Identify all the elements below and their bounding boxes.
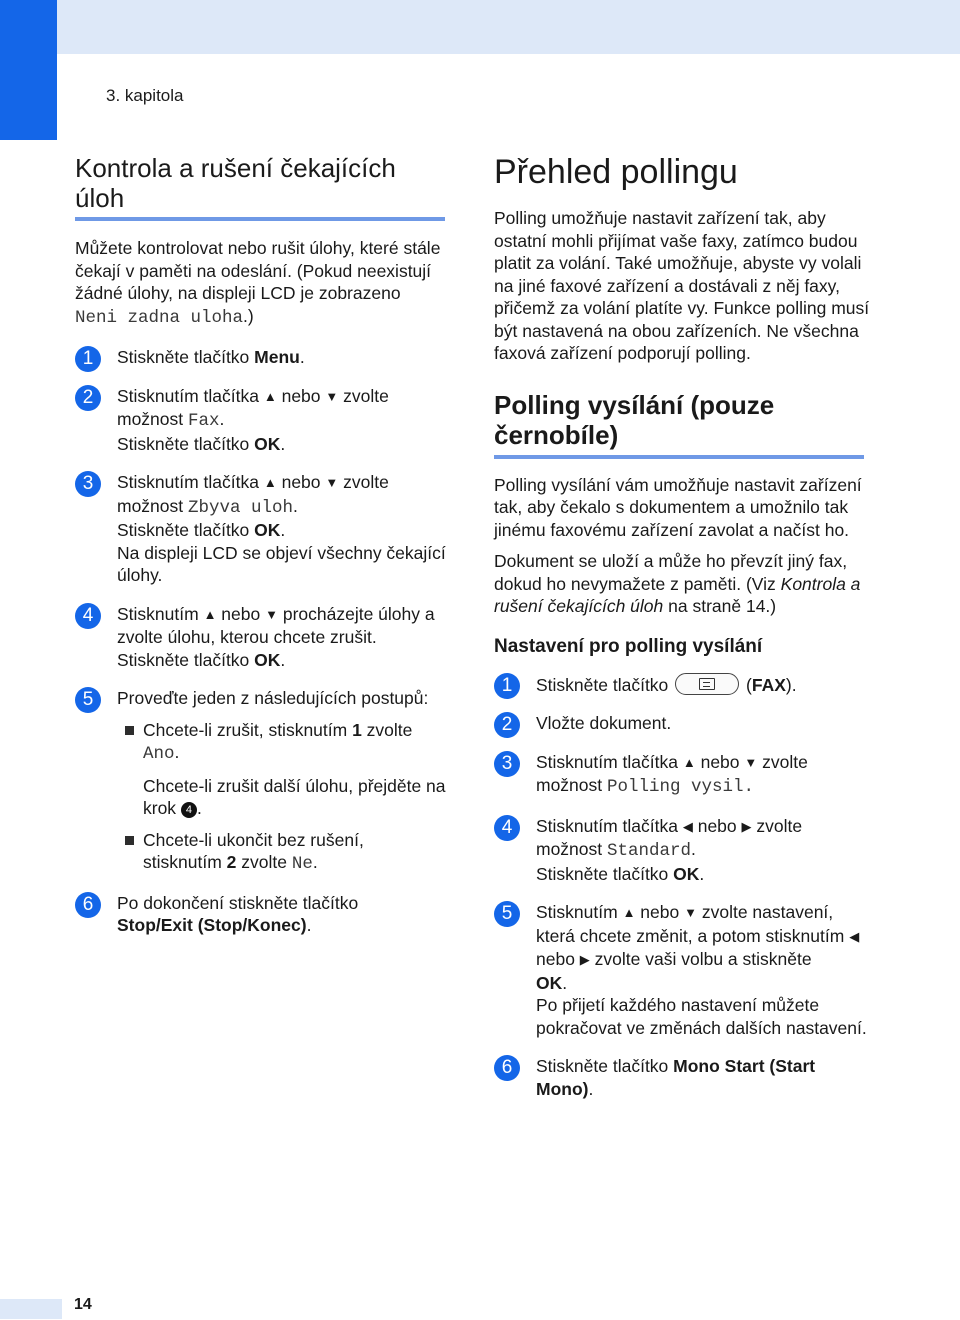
fax-key-label: FAX: [751, 674, 786, 695]
step-1: [75, 346, 447, 369]
header-band: [0, 0, 960, 54]
lcd-option: Fax: [188, 411, 220, 431]
step-number: 3: [75, 471, 101, 497]
left-column: [75, 153, 447, 937]
polling-step-6: [494, 1055, 872, 1100]
step-text: zvolte možnost: [536, 751, 808, 795]
step-text-end: .: [299, 347, 305, 367]
fax-glyph-icon: [699, 678, 715, 690]
step-text: Stiskněte tlačítko: [117, 649, 255, 670]
polling-intro: Polling umožňuje nastavit zařízení tak, aby ostatní mohli přijímat vaše faxy, zatímco budou platit za volání. Také umožňuje, abyste vy volali na jiné faxové zařízení a dostávali z něj faxy, přičemž za volání platíte vy. Funkce polling musí být nastavená na obou zařízeních. Ne všechna faxová zařízení podporují polling.: [494, 208, 870, 363]
step-text-end: ).: [785, 674, 797, 695]
step-number: 6: [75, 892, 101, 918]
step-text: zvolte nastavení, která chcete změnit, a potom stisknutím: [536, 902, 850, 946]
step-text: nebo: [695, 751, 745, 772]
key-1: 1: [352, 719, 362, 740]
step-text: Na displeji LCD se objeví všechny čekající úlohy.: [117, 542, 446, 585]
ok-key: OK: [254, 520, 281, 540]
right-column: [494, 152, 872, 1100]
step-text: zvolte vaši volbu a stiskněte: [589, 949, 812, 969]
bullet-text-end: .: [312, 852, 318, 872]
step-text: nebo: [216, 603, 266, 624]
step-text: zvolte možnost: [117, 472, 389, 516]
section-heading-cancel-jobs: Kontrola a rušení čekajících úloh: [75, 153, 396, 213]
step-5: [75, 687, 447, 876]
heading-rule: [75, 217, 445, 221]
step-text: Stiskněte tlačítko: [536, 1056, 674, 1076]
step-number: 2: [75, 385, 101, 411]
key-2: 2: [226, 852, 237, 872]
footer-band: [0, 1299, 62, 1319]
subsection-heading: Nastavení pro polling vysílání: [494, 635, 763, 657]
page-title: Přehled pollingu: [494, 153, 738, 191]
step-number: 4: [494, 815, 520, 841]
step-text: nebo: [692, 815, 742, 836]
step-text: Stisknutím: [536, 902, 623, 922]
polling-step-4: [494, 815, 872, 886]
bullet-icon: [125, 726, 134, 735]
menu-key: Menu: [254, 347, 300, 367]
down-arrow-icon: ▼: [744, 754, 758, 770]
step-text-end: .: [691, 839, 696, 859]
step-text-end: .: [743, 777, 755, 797]
step-number: 2: [494, 712, 520, 738]
step-6: [75, 892, 447, 937]
step-text: nebo: [276, 385, 326, 406]
step-text: Stisknutím tlačítka: [536, 751, 683, 772]
step-text: Stiskněte tlačítko: [117, 520, 255, 540]
bullet-text: Chcete-li zrušit další úlohu, přejděte na krok: [143, 775, 446, 818]
step-reference: 4: [181, 802, 197, 818]
fax-key-icon: [675, 673, 739, 695]
step-number: 1: [494, 673, 520, 699]
ok-key: OK: [254, 433, 281, 454]
step-2: [75, 385, 447, 456]
bullet-text: zvolte: [361, 719, 413, 740]
step-text: Stisknutím tlačítka: [117, 385, 264, 406]
step-text: Stiskněte tlačítko: [117, 347, 255, 367]
bullet-subtext: [143, 775, 447, 820]
up-arrow-icon: ▲: [263, 475, 277, 490]
chapter-tab: [0, 0, 57, 140]
polling-step-2: [494, 712, 872, 735]
down-arrow-icon: ▼: [265, 606, 278, 622]
down-arrow-icon: ▼: [684, 905, 697, 920]
step-number: 5: [494, 901, 520, 927]
step-number: 6: [494, 1055, 520, 1081]
step-text: Po přijetí každého nastavení můžete pokračovat ve změnách dalších nastavení.: [536, 995, 867, 1038]
section-heading-polling: Polling vysílání (pouze černobíle): [494, 389, 775, 450]
lcd-option: Ne: [291, 854, 313, 874]
bullet-text: zvolte: [236, 852, 292, 872]
note-text: Dokument se uloží a může ho převzít jiný fax, dokud ho nevymažete z paměti. (Viz: [494, 551, 848, 594]
ok-key: OK: [254, 649, 281, 670]
bullet-text-end: .: [196, 798, 202, 818]
step-text-end: .: [293, 495, 298, 516]
ok-key: OK: [673, 863, 700, 884]
step-4: [75, 603, 447, 672]
polling-note: [494, 550, 872, 618]
note-text: na straně 14.): [663, 596, 777, 616]
step-text: Stisknutím tlačítka: [117, 472, 264, 492]
polling-step-5: [494, 901, 872, 1039]
step-text-end: .: [219, 409, 225, 429]
step-text: Vložte dokument.: [536, 713, 672, 733]
step-3: [75, 471, 447, 587]
step-text: Stisknutím: [117, 603, 204, 624]
step-text: Stiskněte tlačítko: [536, 674, 674, 695]
option-cancel: [117, 719, 447, 820]
step-text: nebo: [635, 902, 685, 922]
lcd-option: Standard: [607, 841, 692, 861]
bullet-text: Chcete-li zrušit, stisknutím: [143, 719, 353, 740]
intro-text: Můžete kontrolovat nebo rušit úlohy, které stále čekají v paměti na odeslání. (Pokud neexistují žádné úlohy, na displeji LCD je zobrazeno: [75, 238, 441, 303]
option-exit: [117, 829, 447, 876]
chapter-label: 3. kapitola: [106, 86, 184, 105]
step-number: 4: [75, 603, 101, 629]
polling-description: Polling vysílání vám umožňuje nastavit zařízení tak, aby čekalo s dokumentem a umožnilo tak jinému faxovému zařízení zavolat a načíst ho.: [494, 474, 862, 540]
step-number: 1: [75, 346, 101, 372]
intro-paragraph: [75, 237, 447, 329]
page-number: 14: [74, 1296, 92, 1313]
up-arrow-icon: ▲: [203, 606, 217, 622]
step-text-end: .: [280, 520, 286, 540]
step-text: Stisknutím tlačítka: [536, 815, 683, 836]
down-arrow-icon: ▼: [325, 388, 339, 404]
right-arrow-icon: ▶: [741, 818, 752, 834]
step-text: (: [741, 674, 752, 695]
intro-end: .): [243, 305, 254, 326]
down-arrow-icon: ▼: [325, 475, 339, 490]
step-text: zvolte možnost: [117, 385, 389, 429]
step-text-end: .: [699, 863, 705, 884]
lcd-option: Ano: [143, 744, 175, 764]
up-arrow-icon: ▲: [622, 905, 636, 920]
step-text: nebo: [276, 472, 326, 492]
lcd-message: Neni zadna uloha: [75, 307, 244, 328]
step-text: Po dokončení stiskněte tlačítko: [117, 892, 359, 913]
right-arrow-icon: ▶: [579, 952, 590, 967]
bullet-text: Chcete-li ukončit bez rušení, stisknutím: [143, 829, 364, 872]
polling-step-1: [494, 673, 872, 697]
step-text-end: .: [562, 972, 568, 993]
step-text: nebo: [536, 949, 580, 969]
polling-step-3: [494, 751, 872, 799]
heading-rule: [494, 455, 864, 459]
left-arrow-icon: ◀: [682, 818, 693, 834]
mono-start-key: Mono Start (Start Mono): [536, 1056, 816, 1099]
stop-exit-key: Stop/Exit (Stop/Konec): [117, 915, 307, 935]
step-text: procházejte úlohy a zvolte úlohu, kterou chcete zrušit.: [117, 603, 435, 647]
step-text-end: .: [588, 1078, 594, 1099]
bullet-text-end: .: [174, 742, 180, 762]
step-text: Proveďte jeden z následujících postupů:: [117, 688, 429, 708]
step-text-end: .: [306, 915, 312, 935]
ok-key: OK: [536, 972, 563, 993]
step-text-end: .: [280, 433, 286, 454]
step-text-end: .: [280, 649, 286, 670]
step-number: 5: [75, 687, 101, 713]
step-text: zvolte možnost: [536, 815, 803, 859]
cross-reference-link[interactable]: Kontrola a rušení čekajících úloh: [494, 573, 861, 616]
step-number: 3: [494, 751, 520, 777]
bullet-icon: [125, 836, 134, 845]
lcd-option: Polling vysil: [607, 777, 744, 797]
step-text: Stiskněte tlačítko: [117, 433, 255, 454]
lcd-option: Zbyva uloh: [188, 497, 294, 518]
left-arrow-icon: ◀: [849, 928, 860, 944]
step-text: Stiskněte tlačítko: [536, 863, 674, 884]
up-arrow-icon: ▲: [263, 388, 277, 404]
up-arrow-icon: ▲: [682, 754, 696, 770]
